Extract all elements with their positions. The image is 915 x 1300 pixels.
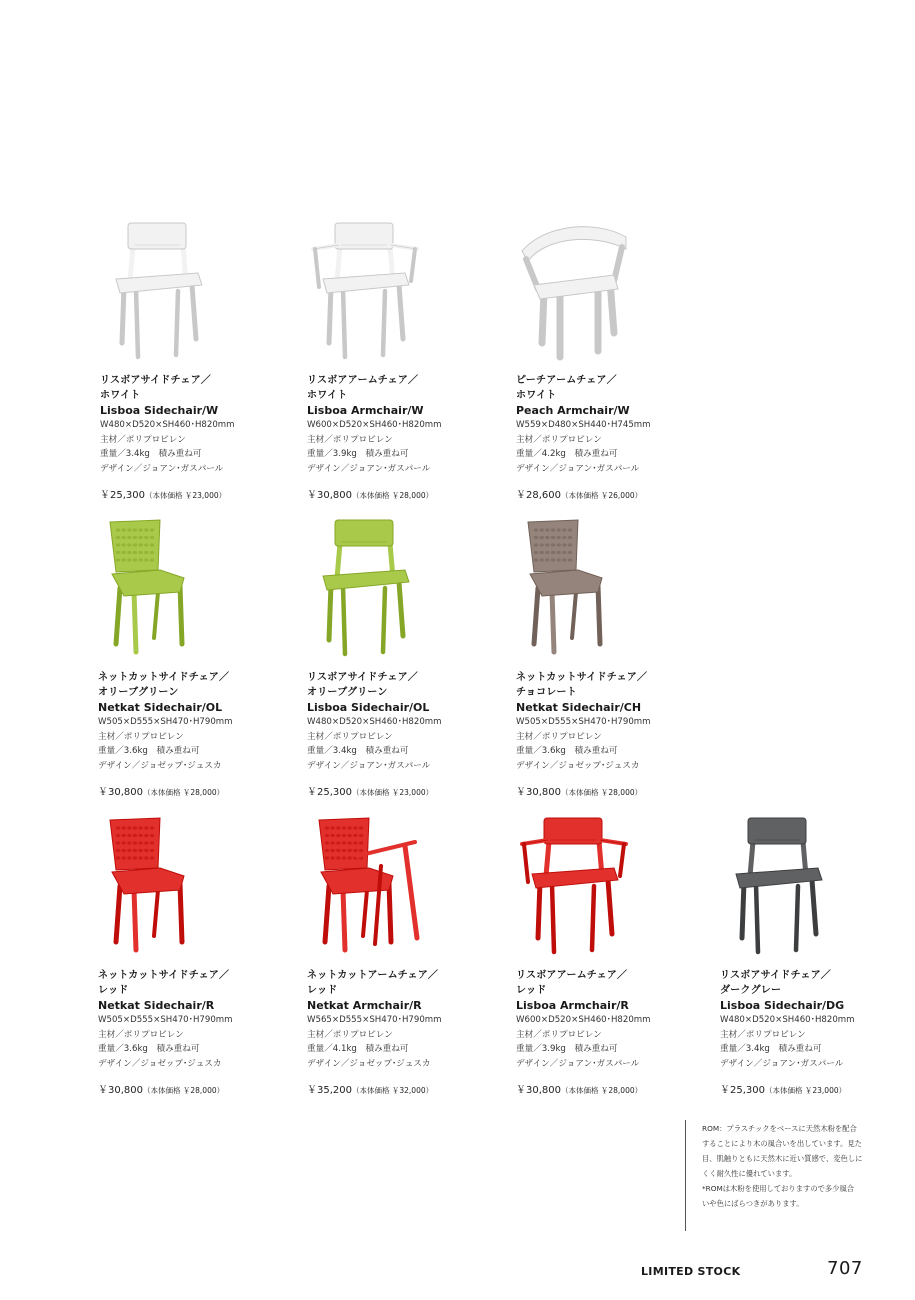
price-with-tax: ￥30,800: [516, 786, 561, 798]
product-info: [307, 670, 512, 798]
product-info: [307, 968, 512, 1096]
lisboa-armchair-icon: [514, 810, 634, 960]
netkat-sidechair-icon: [96, 810, 216, 960]
product-weight: 重量／3.4kg 積み重ね可: [720, 1044, 822, 1055]
product-info: [516, 968, 721, 1096]
product-price: [516, 486, 721, 501]
note-line: *ROMは木粉を使用しておりますので多少風合: [702, 1184, 855, 1193]
price-with-tax: ￥25,300: [100, 489, 145, 501]
product-name-en: Lisboa Armchair/W: [307, 404, 424, 417]
price-before-tax: （本体価格 ￥23,000）: [352, 787, 434, 797]
price-before-tax: （本体価格 ￥26,000）: [561, 490, 643, 500]
product-designer: デザイン／ジョゼップ･ジュスカ: [98, 761, 222, 772]
product-price: [98, 1081, 303, 1096]
product-color-ja: ダークグレー: [720, 985, 782, 996]
product-dimensions: W600×D520×SH460･H820mm: [307, 420, 442, 430]
product-material: 主材／ポリプロピレン: [307, 1029, 393, 1040]
product-weight: 重量／3.9kg 積み重ね可: [516, 1044, 618, 1055]
product-weight: 重量／3.6kg 積み重ね可: [98, 1044, 200, 1055]
price-with-tax: ￥35,200: [307, 1084, 352, 1096]
product-name-en: Peach Armchair/W: [516, 404, 630, 417]
product-designer: デザイン／ジョアン･ガスパール: [516, 1059, 640, 1070]
product-info: [98, 968, 303, 1096]
product-name-ja: ネットカットサイドチェア／: [516, 672, 648, 683]
product-weight: 重量／3.4kg 積み重ね可: [100, 449, 202, 460]
note-line: いや色にばらつきがあります。: [702, 1199, 804, 1208]
product-name-en: Netkat Sidechair/CH: [516, 701, 642, 714]
netkat-sidechair-icon: [96, 512, 216, 662]
product-material: 主材／ポリプロピレン: [516, 434, 602, 445]
lisboa-sidechair-icon: [305, 512, 425, 662]
product-name-ja: ネットカットアームチェア／: [307, 970, 439, 981]
product-info: [516, 373, 721, 501]
product-price: [720, 1081, 915, 1096]
note-line: することにより木の風合いを出しています。見た: [702, 1139, 862, 1148]
product-name-en: Lisboa Sidechair/OL: [307, 701, 430, 714]
product-weight: 重量／4.1kg 積み重ね可: [307, 1044, 409, 1055]
product-designer: デザイン／ジョアン･ガスパール: [720, 1059, 844, 1070]
material-note: [685, 1120, 892, 1231]
product-color-ja: ホワイト: [516, 390, 557, 401]
product-color-ja: レッド: [98, 985, 129, 996]
product-material: 主材／ポリプロピレン: [100, 434, 186, 445]
product-price: [516, 1081, 721, 1096]
product-color-ja: オリーブグリーン: [307, 687, 388, 698]
price-before-tax: （本体価格 ￥32,000）: [352, 1085, 434, 1095]
product-name-en: Lisboa Sidechair/W: [100, 404, 219, 417]
product-designer: デザイン／ジョアン･ガスパール: [100, 464, 224, 475]
product-name-ja: リスボアサイドチェア／: [100, 375, 211, 386]
note-line: 目、肌触りともに天然木に近い質感で、変色しに: [702, 1154, 863, 1163]
product-dimensions: W559×D480×SH440･H745mm: [516, 420, 651, 430]
product-designer: デザイン／ジョゼップ･ジュスカ: [307, 1059, 431, 1070]
price-with-tax: ￥28,600: [516, 489, 561, 501]
product-designer: デザイン／ジョアン･ガスパール: [516, 464, 640, 475]
product-info: [98, 670, 303, 798]
product-price: [307, 783, 512, 798]
price-before-tax: （本体価格 ￥28,000）: [561, 1085, 643, 1095]
product-material: 主材／ポリプロピレン: [307, 731, 393, 742]
product-name-en: Netkat Armchair/R: [307, 999, 422, 1012]
price-before-tax: （本体価格 ￥28,000）: [143, 1085, 225, 1095]
product-material: 主材／ポリプロピレン: [720, 1029, 806, 1040]
product-color-ja: ホワイト: [307, 390, 348, 401]
product-price: [307, 486, 512, 501]
product-name-en: Lisboa Armchair/R: [516, 999, 629, 1012]
product-name-ja: ピーチアームチェア／: [516, 375, 617, 386]
product-name-en: Netkat Sidechair/OL: [98, 701, 223, 714]
product-material: 主材／ポリプロピレン: [516, 1029, 602, 1040]
lisboa-sidechair-icon: [718, 810, 838, 960]
product-name-ja: リスボアアームチェア／: [516, 970, 628, 981]
product-weight: 重量／4.2kg 積み重ね可: [516, 449, 618, 460]
product-color-ja: オリーブグリーン: [98, 687, 179, 698]
product-dimensions: W480×D520×SH460･H820mm: [307, 717, 442, 727]
product-info: [100, 373, 305, 501]
price-before-tax: （本体価格 ￥28,000）: [143, 787, 225, 797]
product-weight: 重量／3.9kg 積み重ね可: [307, 449, 409, 460]
product-info: [307, 373, 512, 501]
product-material: 主材／ポリプロピレン: [516, 731, 602, 742]
lisboa-armchair-icon: [305, 215, 425, 365]
product-price: [98, 783, 303, 798]
price-with-tax: ￥30,800: [98, 1084, 143, 1096]
netkat-armchair-icon: [305, 810, 425, 960]
lisboa-sidechair-icon: [98, 215, 218, 365]
product-info: [516, 670, 721, 798]
price-before-tax: （本体価格 ￥23,000）: [765, 1085, 847, 1095]
product-price: [307, 1081, 512, 1096]
product-name-ja: リスボアサイドチェア／: [307, 672, 418, 683]
product-info: [720, 968, 915, 1096]
product-material: 主材／ポリプロピレン: [98, 731, 184, 742]
product-designer: デザイン／ジョゼップ･ジュスカ: [516, 761, 640, 772]
price-with-tax: ￥25,300: [307, 786, 352, 798]
product-weight: 重量／3.6kg 積み重ね可: [98, 746, 200, 757]
note-line: ROM：プラスチックをベースに天然木粉を配合: [702, 1124, 857, 1133]
note-line: くく耐久性に優れています。: [702, 1169, 797, 1178]
netkat-sidechair-icon: [514, 512, 634, 662]
page-number: 707: [827, 1258, 863, 1279]
product-material: 主材／ポリプロピレン: [307, 434, 393, 445]
product-name-en: Lisboa Sidechair/DG: [720, 999, 845, 1012]
peach-armchair-icon: [514, 215, 634, 365]
product-color-ja: チョコレート: [516, 687, 577, 698]
product-weight: 重量／3.6kg 積み重ね可: [516, 746, 618, 757]
product-dimensions: W480×D520×SH460･H820mm: [100, 420, 235, 430]
product-price: [100, 486, 305, 501]
price-before-tax: （本体価格 ￥23,000）: [145, 490, 227, 500]
product-dimensions: W480×D520×SH460･H820mm: [720, 1015, 855, 1025]
product-dimensions: W565×D555×SH470･H790mm: [307, 1015, 442, 1025]
price-before-tax: （本体価格 ￥28,000）: [352, 490, 434, 500]
product-dimensions: W505×D555×SH470･H790mm: [98, 1015, 233, 1025]
product-material: 主材／ポリプロピレン: [98, 1029, 184, 1040]
price-with-tax: ￥30,800: [516, 1084, 561, 1096]
price-before-tax: （本体価格 ￥28,000）: [561, 787, 643, 797]
price-with-tax: ￥30,800: [307, 489, 352, 501]
product-color-ja: レッド: [307, 985, 338, 996]
product-color-ja: レッド: [516, 985, 547, 996]
product-name-ja: リスボアアームチェア／: [307, 375, 419, 386]
product-dimensions: W505×D555×SH470･H790mm: [516, 717, 651, 727]
product-name-en: Netkat Sidechair/R: [98, 999, 215, 1012]
price-with-tax: ￥30,800: [98, 786, 143, 798]
product-dimensions: W600×D520×SH460･H820mm: [516, 1015, 651, 1025]
footer-label: LIMITED STOCK: [641, 1265, 741, 1278]
product-name-ja: ネットカットサイドチェア／: [98, 672, 230, 683]
product-designer: デザイン／ジョアン･ガスパール: [307, 464, 431, 475]
price-with-tax: ￥25,300: [720, 1084, 765, 1096]
product-name-ja: リスボアサイドチェア／: [720, 970, 831, 981]
product-price: [516, 783, 721, 798]
product-dimensions: W505×D555×SH470･H790mm: [98, 717, 233, 727]
product-color-ja: ホワイト: [100, 390, 141, 401]
product-name-ja: ネットカットサイドチェア／: [98, 970, 230, 981]
product-designer: デザイン／ジョゼップ･ジュスカ: [98, 1059, 222, 1070]
product-weight: 重量／3.4kg 積み重ね可: [307, 746, 409, 757]
product-designer: デザイン／ジョアン･ガスパール: [307, 761, 431, 772]
